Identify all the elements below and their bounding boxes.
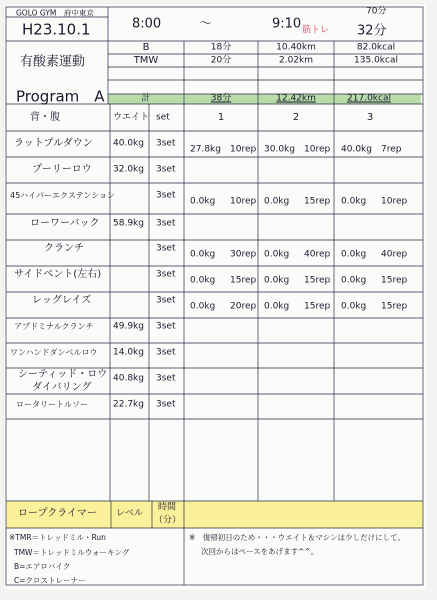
set-weight: 0.0kg	[190, 301, 216, 312]
exercise-name: ワンハンドダンベルロウ	[10, 348, 98, 357]
exercise-name: ラットプルダウン	[14, 138, 93, 149]
total-duration: 70分	[366, 6, 387, 17]
set-weight: 40.0kg	[341, 144, 372, 155]
cardio-kcal: 82.0kcal	[356, 42, 396, 53]
exercise-name: レッグレイズ	[32, 295, 92, 306]
start-time: 8:00	[132, 16, 162, 32]
cardio-time: 18分	[210, 42, 232, 53]
memo-line: ※ 復帰初日のため・・・ウエイト＆マシンは少しだけにして。	[189, 533, 405, 542]
rope-climber-label: ロープクライマー	[18, 508, 97, 519]
exercise-name: シーティッド・ロウ	[18, 369, 108, 380]
set-reps: 10rep	[304, 144, 331, 155]
weight-header: ウエイト	[113, 112, 150, 123]
set-weight: 0.0kg	[264, 301, 290, 312]
exercise-sets: 3set	[156, 243, 176, 254]
set-col-2: 2	[292, 112, 300, 123]
cardio-total-kcal: 217.0kcal	[347, 93, 391, 104]
set-weight: 27.8kg	[190, 144, 221, 155]
exercise-name: クランチ	[44, 243, 84, 254]
set-reps: 15rep	[304, 301, 331, 312]
exercise-sets: 3set	[156, 399, 176, 410]
set-reps: 10rep	[381, 196, 408, 207]
gym-name: GOLO GYM 府中東京	[16, 8, 94, 18]
session-date: H23.10.1	[22, 20, 91, 39]
time-tilde: 〜	[199, 16, 213, 32]
set-reps: 20rep	[230, 301, 257, 312]
legend-line: B=エアロバイク	[14, 562, 71, 571]
set-weight: 0.0kg	[264, 275, 290, 286]
cardio-total-time: 38分	[210, 93, 232, 104]
exercise-weight: 49.9kg	[113, 321, 144, 332]
set-weight: 0.0kg	[341, 249, 367, 260]
exercise-name: ローワーバック	[30, 218, 100, 229]
exercise-name: プーリーロウ	[32, 164, 92, 175]
end-time: 9:10	[272, 16, 302, 32]
strength-duration: 32分	[357, 23, 387, 39]
exercise-sets: 3set	[156, 373, 176, 384]
set-reps: 15rep	[304, 196, 331, 207]
set-weight: 0.0kg	[341, 275, 367, 286]
program-label: Program A	[16, 87, 105, 106]
workout-log-sheet	[4, 4, 427, 590]
set-header: set	[156, 112, 170, 123]
exercise-weight: 14.0kg	[113, 347, 144, 358]
cardio-time: 20分	[210, 55, 232, 66]
exercise-sets: 3set	[156, 321, 176, 332]
cardio-distance: 10.40km	[276, 42, 316, 53]
set-weight: 0.0kg	[341, 196, 367, 207]
level-label: レベル	[116, 508, 144, 519]
exercise-weight: 40.8kg	[113, 373, 144, 384]
cardio-total-label: 計	[141, 93, 151, 104]
set-reps: 15rep	[304, 275, 331, 286]
legend-line: C=クロストレーナー	[14, 576, 86, 585]
exercise-sets: 3set	[156, 218, 176, 229]
set-weight: 0.0kg	[341, 301, 367, 312]
time-unit: （分）	[154, 515, 182, 526]
exercise-name: ロータリートルソー	[16, 400, 88, 409]
cardio-name: B	[142, 42, 150, 53]
exercise-sets: 3set	[156, 269, 176, 280]
strength-label: 筋トレ	[302, 25, 330, 36]
set-reps: 10rep	[230, 144, 257, 155]
set-weight: 0.0kg	[264, 196, 290, 207]
set-reps: 15rep	[381, 301, 408, 312]
exercise-sets: 3set	[156, 295, 176, 306]
set-weight: 30.0kg	[264, 144, 295, 155]
cardio-kcal: 135.0kcal	[354, 55, 398, 66]
exercise-weight: 58.9kg	[113, 218, 144, 229]
exercise-sets: 3set	[156, 347, 176, 358]
legend-line: ※TMR＝トレッドミル・Run	[9, 533, 106, 542]
set-reps: 15rep	[230, 275, 257, 286]
exercise-name-line2: ダイバリング	[32, 382, 92, 393]
set-weight: 0.0kg	[190, 196, 216, 207]
set-weight: 0.0kg	[190, 275, 216, 286]
legend-line: TMW＝トレッドミルウォーキング	[14, 548, 130, 557]
exercise-sets: 3set	[156, 164, 176, 175]
set-weight: 0.0kg	[190, 249, 216, 260]
memo-line: 次回からはペースをあげます^^。	[201, 547, 319, 556]
exercise-name: サイドベント(左右)	[14, 269, 102, 280]
set-weight: 0.0kg	[264, 249, 290, 260]
set-reps: 15rep	[381, 275, 408, 286]
group-label: 背・腹	[30, 112, 60, 123]
time-label: 時間	[158, 502, 177, 513]
set-col-3: 3	[366, 112, 374, 123]
cardio-distance: 2.02km	[278, 55, 314, 66]
exercise-sets: 3set	[156, 190, 176, 201]
set-reps: 40rep	[304, 249, 331, 260]
exercise-weight: 22.7kg	[113, 399, 144, 410]
cardio-title: 有酸素運動	[20, 54, 86, 70]
set-reps: 30rep	[230, 249, 257, 260]
exercise-weight: 32.0kg	[113, 164, 144, 175]
set-reps: 40rep	[381, 249, 408, 260]
exercise-sets: 3set	[156, 138, 176, 149]
exercise-name: 45ハイパーエクステンション	[10, 191, 116, 200]
cardio-total-distance: 12.42km	[276, 93, 316, 104]
set-col-1: 1	[217, 112, 225, 123]
exercise-name: アブドミナルクランチ	[14, 322, 94, 331]
exercise-weight: 40.0kg	[113, 138, 144, 149]
set-reps: 7rep	[381, 144, 402, 155]
set-reps: 10rep	[230, 196, 257, 207]
cardio-name: TMW	[133, 55, 159, 66]
